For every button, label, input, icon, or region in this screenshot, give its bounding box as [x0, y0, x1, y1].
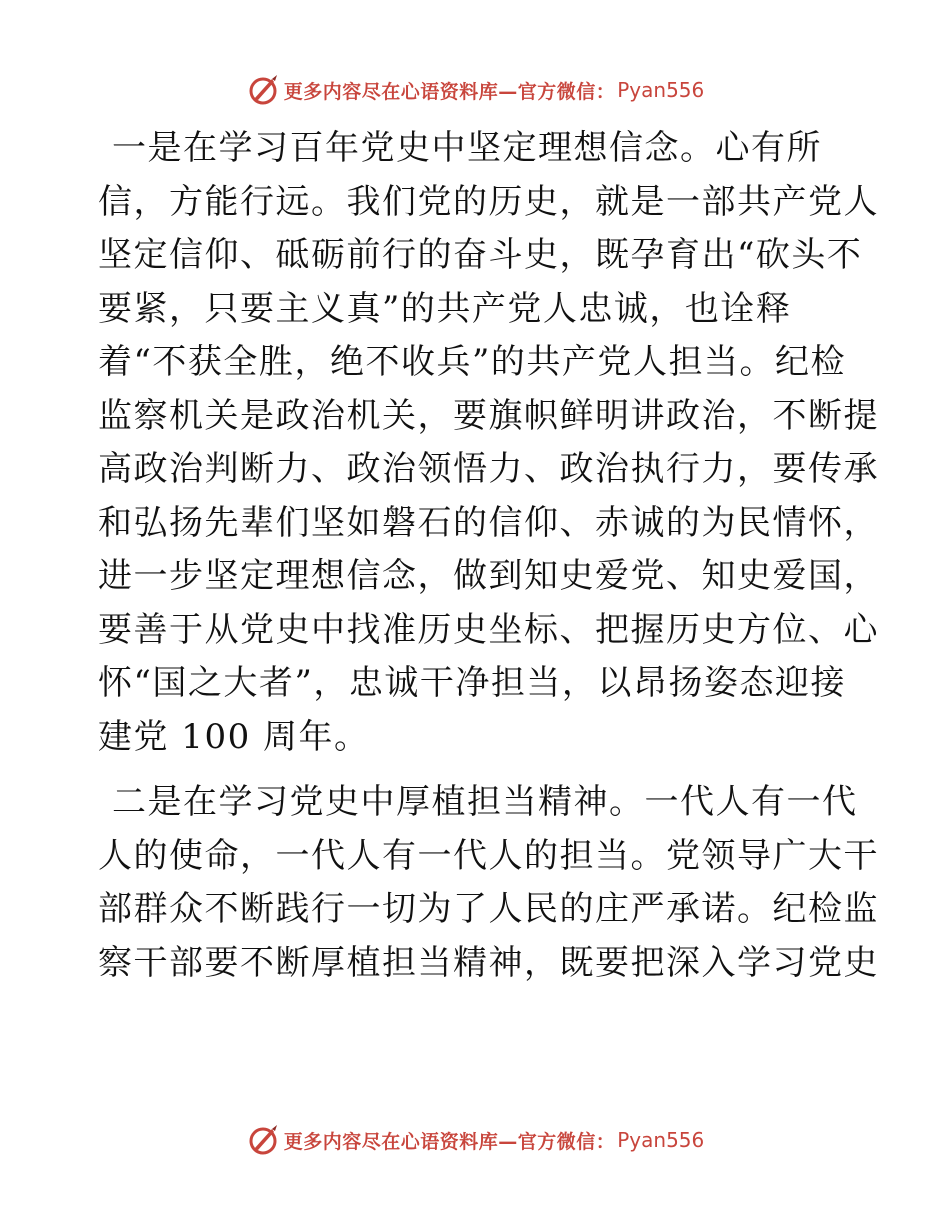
header-banner-text: 更多内容尽在心语资料库—官方微信：	[283, 80, 616, 103]
text-line: 信，方能行远。我们党的历史，就是一部共产党人	[98, 181, 879, 222]
footer-banner	[0, 1120, 950, 1160]
text-line: 和弘扬先辈们坚如磐石的信仰、赤诚的为民情怀，	[98, 502, 879, 543]
paragraph-2	[98, 776, 879, 990]
text-line: 怀“国之大者”，忠诚干净担当，以昂扬姿态迎接	[98, 663, 846, 703]
text-line: 一是在学习百年党史中坚定理想信念。心有所	[112, 128, 822, 168]
text-line: 察干部要不断厚植担当精神，既要把深入学习党史	[98, 942, 879, 983]
footer-wechat-id: Pyan556	[617, 1128, 705, 1152]
text-line: 高政治判断力、政治领悟力、政治执行力，要传承	[98, 449, 879, 489]
paragraph-1	[98, 122, 879, 764]
quill-logo-icon	[246, 73, 280, 107]
text-line: 监察机关是政治机关，要旗帜鲜明讲政治，不断提	[98, 395, 879, 436]
header-wechat-id: Pyan556	[617, 78, 705, 102]
text-line: 着“不获全胜，绝不收兵”的共产党人担当。纪检	[98, 342, 846, 382]
text-line: 进一步坚定理想信念，做到知史爱党、知史爱国，	[98, 556, 879, 596]
text-line: 部群众不断践行一切为了人民的庄严承诺。纪检监	[98, 889, 879, 929]
text-line: 坚定信仰、砥砺前行的奋斗史，既孕育出“砍头不	[98, 235, 863, 275]
header-banner	[0, 70, 950, 110]
text-line: 人的使命，一代人有一代人的担当。党领导广大干	[98, 835, 879, 876]
document-body	[98, 122, 879, 1002]
text-line: 要善于从党史中找准历史坐标、把握历史方位、心	[98, 609, 879, 650]
footer-banner-text: 更多内容尽在心语资料库—官方微信：	[283, 1130, 616, 1153]
text-line: 建党 100 周年。	[98, 716, 370, 757]
text-line: 二是在学习党史中厚植担当精神。一代人有一代	[112, 782, 858, 822]
text-line: 要紧，只要主义真”的共产党人忠诚，也诠释	[98, 288, 792, 329]
quill-logo-icon	[246, 1123, 280, 1157]
